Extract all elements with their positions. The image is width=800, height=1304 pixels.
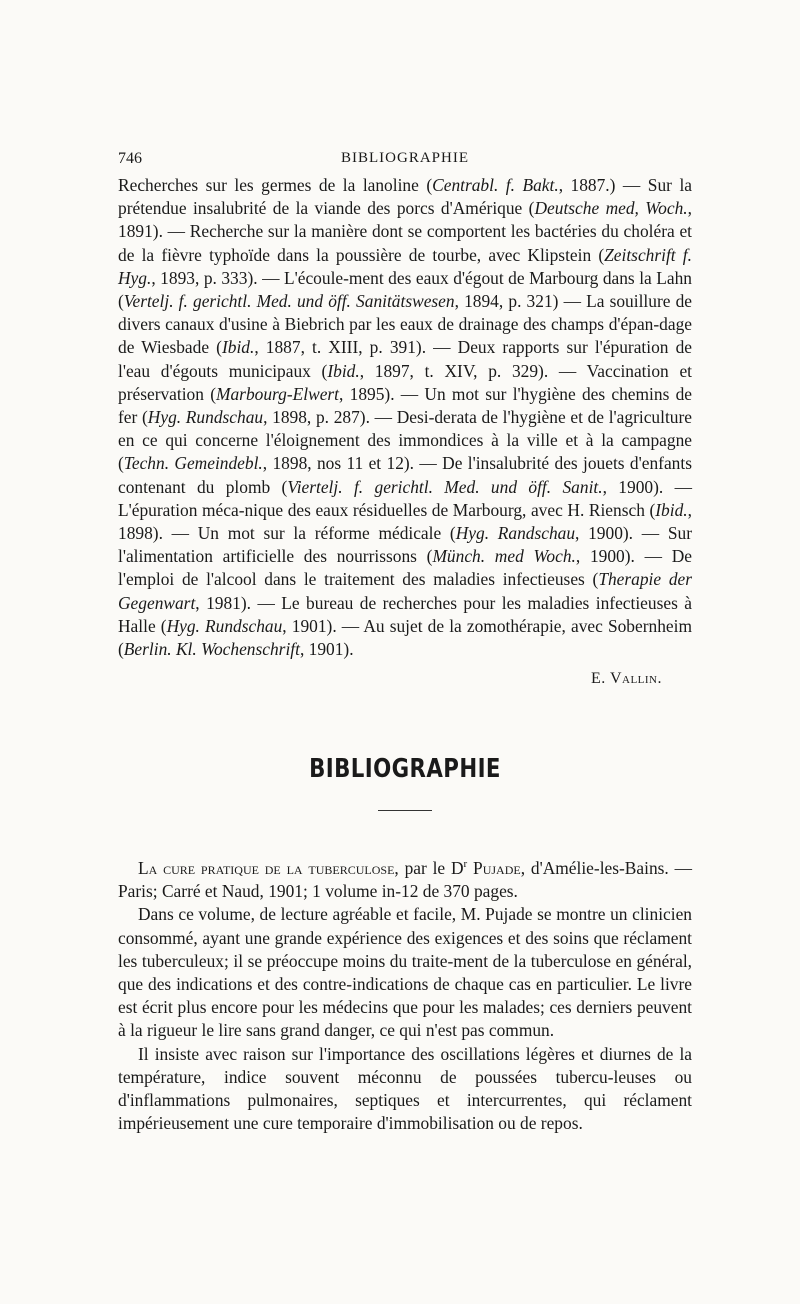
page bbox=[118, 150, 692, 1136]
running-head bbox=[118, 150, 692, 174]
bibliography-text: , 1887, t. XIII, p. 391). — Deux rapports sur l'épuration de l'eau d'égouts municipaux ( bbox=[118, 337, 693, 381]
bibliography-text: , 1893, p. 333). — L'écoule-ment des eaux d'égout de Marbourg dans la Lahn ( bbox=[118, 267, 692, 312]
bibliography-paragraph bbox=[118, 174, 692, 661]
source-title: Techn. Gemeindebl. bbox=[123, 453, 263, 474]
bibliography-text: , 1891). — Recherche sur la manière dont se comportent les bactéries du choléra et de la fièvre typhoïde dans la poussière de tourbe, avec Klipstein ( bbox=[118, 198, 692, 265]
source-title: Zeitschrift f. Hyg. bbox=[118, 244, 692, 288]
source-title: Marbourg-Elwert bbox=[216, 383, 340, 404]
bibliography-text: , 1898, p. 287). — Desi-derata de l'hygiène et de l'agriculture en ce qui concerne l'éloignement des immondices à la ville et à la campagne ( bbox=[118, 407, 692, 474]
bibliography-text: , 1898, nos 11 et 12). — De l'insalubrité des jouets d'enfants contenant du plomb ( bbox=[118, 453, 692, 497]
review-publication: , d'Amélie-les-Bains. — Paris; Carré et Naud, 1901; 1 volume in-12 de 370 pages. bbox=[118, 858, 692, 902]
source-title: Centrabl. f. Bakt. bbox=[432, 175, 559, 195]
section-divider bbox=[378, 810, 432, 811]
review-author-sup: r bbox=[463, 858, 468, 871]
review-entry bbox=[118, 853, 692, 903]
review-author-name: Pujade bbox=[473, 858, 521, 879]
review-paragraph-1: Dans ce volume, de lecture agréable et facile, M. Pujade se montre un clinicien consommé, ayant une grande expérience des exigences et des soins que réclament les tuberculeux; il se préoccupe moins du traite-ment de la tuberculose en général, que des indications et des contre-indications de chaque cas en particulier. Le livre est écrit plus encore pour les médecins que pour les malades; ces derniers peuvent à la rigueur le lire sans grand danger, ce qui n'est pas commun. bbox=[118, 904, 692, 1041]
bibliography-text: , 1900). — Sur l'alimentation artificielle des nourrissons ( bbox=[118, 523, 693, 567]
book-review bbox=[118, 853, 692, 1135]
bibliography-text: , 1894, p. 321) — La souillure de divers canaux d'usine à Biebrich par les eaux de drainage des champs d'épan-dage de Wiesbade ( bbox=[118, 291, 693, 358]
source-title: Deutsche med, Woch. bbox=[534, 198, 688, 219]
bibliography-text: , 1901). — Au sujet de la zomothérapie, avec Sobernheim ( bbox=[118, 615, 692, 660]
source-title: Berlin. Kl. Wochenschrift bbox=[123, 639, 300, 660]
source-title: Hyg. Rundschau bbox=[166, 615, 283, 636]
source-title: Ibid. bbox=[327, 360, 360, 381]
signature: E. Vallin. bbox=[590, 670, 662, 688]
source-title: Vertelj. f. gerichtl. Med. und öff. Sanitätswesen bbox=[123, 291, 455, 312]
bibliography-text: , 1900). — De l'emploi de l'alcool dans le traitement des maladies infectieuses ( bbox=[118, 546, 692, 590]
bibliography-text: , 1981). — Le bureau de recherches pour les maladies infectieuses à Halle ( bbox=[118, 592, 692, 636]
bibliography-text: , 1898). — Un mot sur la réforme médicale ( bbox=[118, 499, 692, 544]
source-title: Ibid. bbox=[221, 337, 255, 358]
bibliography-text: , 1887.) — Sur la prétendue insalubrité de la viande des porcs d'Amérique ( bbox=[118, 175, 692, 219]
page-number: 746 bbox=[118, 150, 142, 167]
source-title: Therapie der Gegenwart bbox=[118, 569, 692, 613]
review-book-title: La cure pratique de la tuberculose, bbox=[138, 858, 399, 879]
bibliography-text: , 1900). — L'épuration méca-nique des eaux résiduelles de Marbourg, avec H. Riensch ( bbox=[118, 476, 692, 520]
source-title: Ibid. bbox=[655, 499, 688, 520]
bibliography-text: , 1897, t. XIV, p. 329). — Vaccination et préservation ( bbox=[118, 360, 692, 404]
running-title: BIBLIOGRAPHIE bbox=[341, 150, 469, 166]
bibliography-text: , 1901). bbox=[299, 639, 354, 660]
review-paragraph-2: Il insiste avec raison sur l'importance des oscillations légères et diurnes de la température, indice souvent méconnu de poussées tubercu-leuses ou d'inflammations pulmonaires, septiques et intercurrentes, qui réclament impérieusement une cure temporaire d'immobilisation ou de repos. bbox=[118, 1043, 692, 1134]
bibliography-text: , 1895). — Un mot sur l'hygiène des chemins de fer ( bbox=[118, 383, 693, 428]
section-heading: BIBLIOGRAPHIE bbox=[309, 754, 501, 785]
source-title: Viertelj. f. gerichtl. Med. und öff. Sanit. bbox=[287, 476, 603, 497]
bibliography-text: Recherches sur les germes de la lanoline ( bbox=[118, 175, 433, 195]
source-title: Hyg. Randschau bbox=[455, 523, 576, 544]
source-title: Münch. med Woch. bbox=[432, 546, 576, 567]
review-author-prefix: par le D bbox=[404, 858, 464, 879]
source-title: Hyg. Rundschau bbox=[147, 407, 264, 428]
